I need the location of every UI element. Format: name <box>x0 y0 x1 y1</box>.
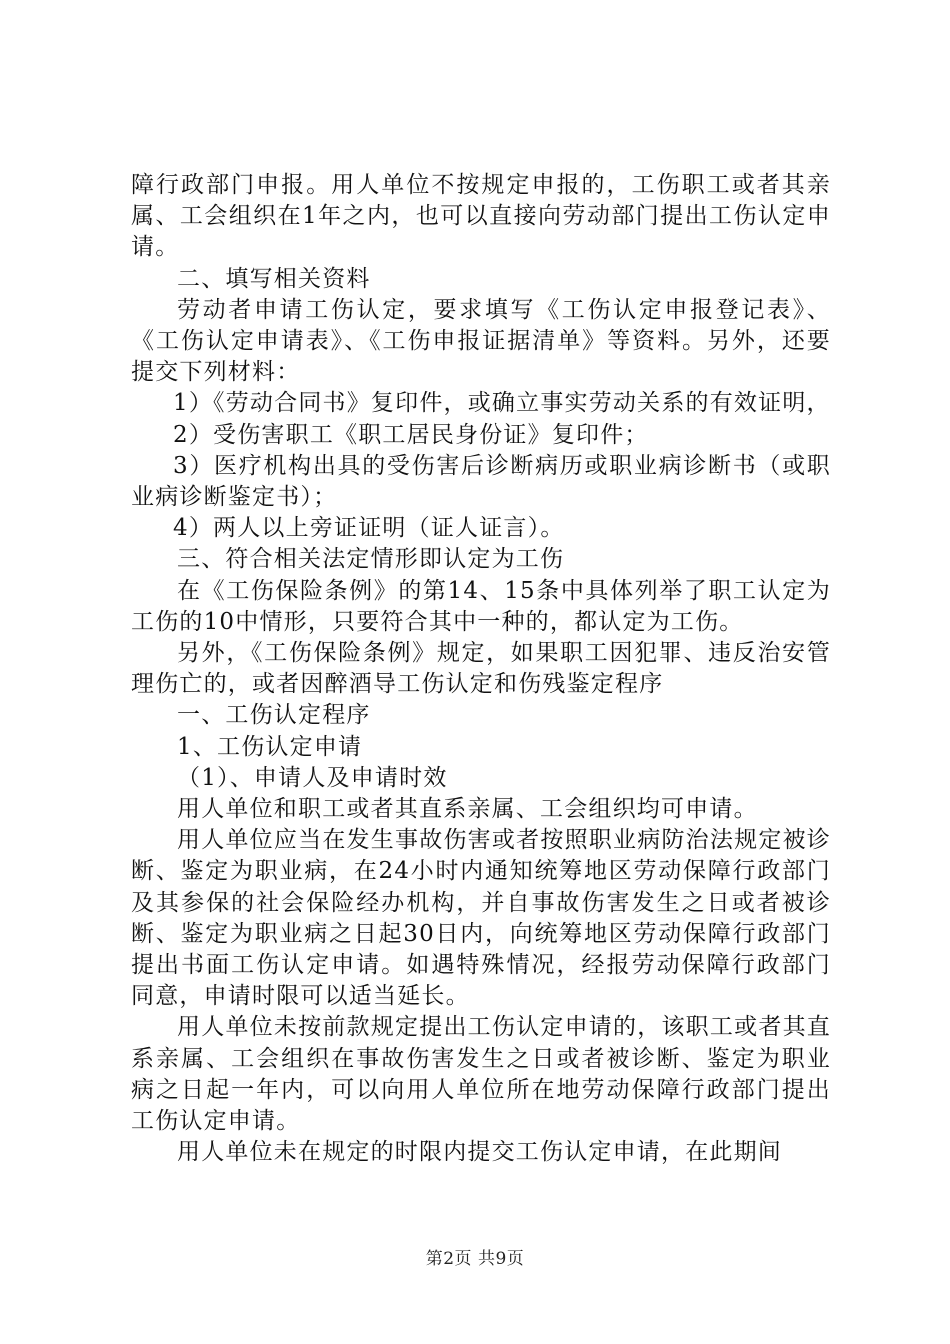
paragraph: 用人单位未在规定的时限内提交工伤认定申请，在此期间 <box>177 1139 782 1166</box>
paragraph: 另外，《工伤保险条例》规定，如果职工因犯罪、违反治安管理伤亡的，或者因醉酒导工伤认定和伤残鉴定程序 <box>131 640 831 698</box>
paragraph: 用人单位和职工或者其直系亲属、工会组织均可申请。 <box>177 796 758 823</box>
list-item: 2）受伤害职工《职工居民身份证》复印件； <box>173 421 649 448</box>
paragraph: 用人单位未按前款规定提出工伤认定申请的，该职工或者其直系亲属、工会组织在事故伤害发生之日或者被诊断、鉴定为职业病之日起一年内，可以向用人单位所在地劳动保障行政部门提出工伤认定申请。 <box>131 1014 831 1135</box>
subsection-heading: 1、工伤认定申请 <box>177 733 363 760</box>
section-heading: 三、符合相关法定情形即认定为工伤 <box>177 546 565 573</box>
paragraph: 在《工伤保险条例》的第14、15条中具体列举了职工认定为工伤的10中情形，只要符合其中一种的，都认定为工伤。 <box>131 577 831 635</box>
list-item: 3）医疗机构出具的受伤害后诊断病历或职业病诊断书（或职业病诊断鉴定书）； <box>131 452 831 511</box>
section-heading: 二、填写相关资料 <box>177 265 371 292</box>
list-item: 1）《劳动合同书》复印件，或确立事实劳动关系的有效证明， <box>173 390 831 417</box>
page-number-footer: 第2页 共9页 <box>425 1249 525 1269</box>
list-item: 4）两人以上旁证证明（证人证言）。 <box>173 515 565 542</box>
subsection-heading: （1）、申请人及申请时效 <box>177 764 448 791</box>
section-heading: 一、工伤认定程序 <box>177 702 371 729</box>
paragraph: 障行政部门申报。用人单位不按规定申报的，工伤职工或者其亲属、工会组织在1年之内，也可以直接向劳动部门提出工伤认定申请。 <box>131 172 831 261</box>
paragraph: 用人单位应当在发生事故伤害或者按照职业病防治法规定被诊断、鉴定为职业病，在24小时内通知统筹地区劳动保障行政部门及其参保的社会保险经办机构，并自事故伤害发生之日或者被诊断、鉴定为职业病之日起30日内，向统筹地区劳动保障行政部门提出书面工伤认定申请。如遇特殊情况，经报劳动保障行政部门同意，申请时限可以适当延长。 <box>131 827 831 1010</box>
paragraph: 劳动者申请工伤认定，要求填写《工伤认定申报登记表》、《工伤认定申请表》、《工伤申报证据清单》等资料。另外，还要提交下列材料： <box>131 296 831 386</box>
document-body <box>131 170 831 1169</box>
